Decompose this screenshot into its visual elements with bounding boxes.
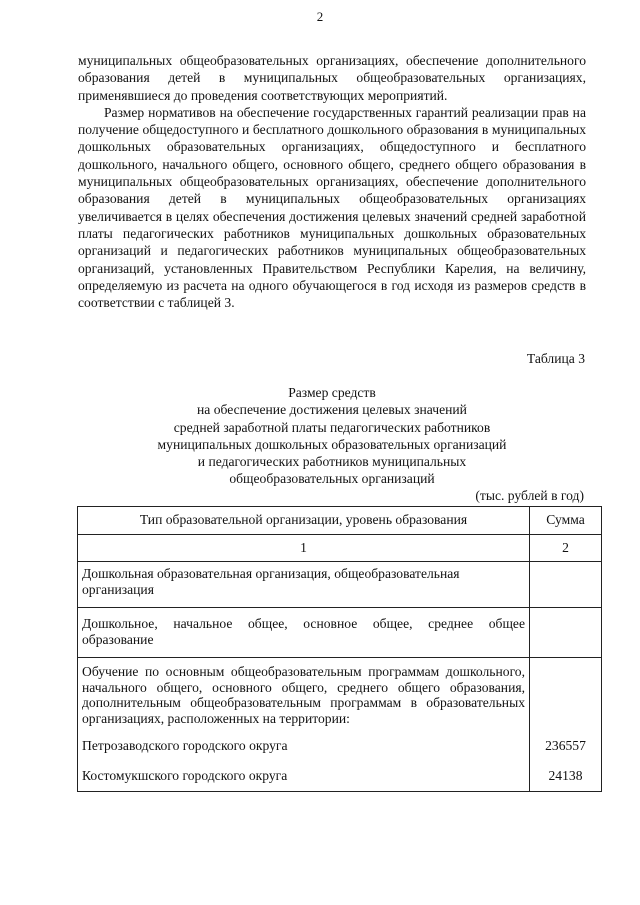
caption-line: и педагогических работников муниципальных	[197, 454, 467, 470]
row-value	[530, 562, 602, 608]
table-header-row	[78, 507, 602, 535]
caption-line: общеобразовательных организаций	[229, 471, 435, 487]
table-caption	[78, 384, 586, 488]
row-label: Обучение по основным общеобразовательным программам дошкольного, начального общего, основного общего, среднего общего образования, дополнительным общеобразовательным программам в образовательных организациях, расположенных на территории:	[78, 658, 530, 731]
header-sum: Сумма	[530, 507, 602, 535]
page-number: 2	[316, 9, 324, 24]
caption-line: муниципальных дошкольных образовательных организаций	[157, 436, 507, 452]
table-row	[78, 562, 602, 608]
table-row	[78, 760, 602, 792]
numbering-1: 1	[78, 534, 530, 562]
row-value	[530, 608, 602, 658]
row-label: Костомукшского городского округа	[78, 760, 530, 792]
row-value	[530, 658, 602, 731]
caption-line: средней заработной платы педагогических работников	[173, 419, 491, 435]
row-label: Дошкольная образовательная организация, общеобразовательная организация	[78, 562, 530, 608]
table-label: Таблица 3	[526, 351, 585, 366]
row-value: 236557	[530, 730, 602, 760]
numbering-2: 2	[530, 534, 602, 562]
body-text	[78, 52, 586, 311]
table-numbering-row	[78, 534, 602, 562]
table-row	[78, 658, 602, 731]
units-label: (тыс. рублей в год)	[475, 488, 584, 503]
paragraph-continuation: муниципальных общеобразовательных организациях, обеспечение дополнительного образования детей в муниципальных общеобразовательных организациях, применявшиеся до проведения соответствующих мероприятий.	[78, 53, 586, 103]
table-row	[78, 608, 602, 658]
row-label: Дошкольное, начальное общее, основное общее, среднее общее образование	[78, 608, 530, 658]
caption-line: на обеспечение достижения целевых значений	[197, 402, 467, 418]
paragraph-norms: Размер нормативов на обеспечение государственных гарантий реализации прав на получение общедоступного и бесплатного дошкольного образования в муниципальных дошкольных образовательных организациях, общедоступного и бесплатного дошкольного, начального общего, основного общего, среднего общего образования в муниципальных общеобразовательных организациях, обеспечение дополнительного образования детей в муниципальных общеобразовательных организациях увеличивается в целях обеспечения достижения целевых значений средней заработной платы педагогических работников муниципальных дошкольных образовательных организаций и педагогических работников муниципальных общеобразовательных организаций, установленных Правительством Республики Карелия, на величину, определяемую из расчета на одного обучающегося в год исходя из размеров средств в соответствии с таблицей 3.	[78, 104, 586, 311]
funding-table	[77, 506, 602, 792]
caption-line: Размер средств	[288, 385, 376, 400]
table-row	[78, 730, 602, 760]
row-label: Петрозаводского городского округа	[78, 730, 530, 760]
header-type: Тип образовательной организации, уровень образования	[78, 507, 530, 535]
row-value: 24138	[530, 760, 602, 792]
